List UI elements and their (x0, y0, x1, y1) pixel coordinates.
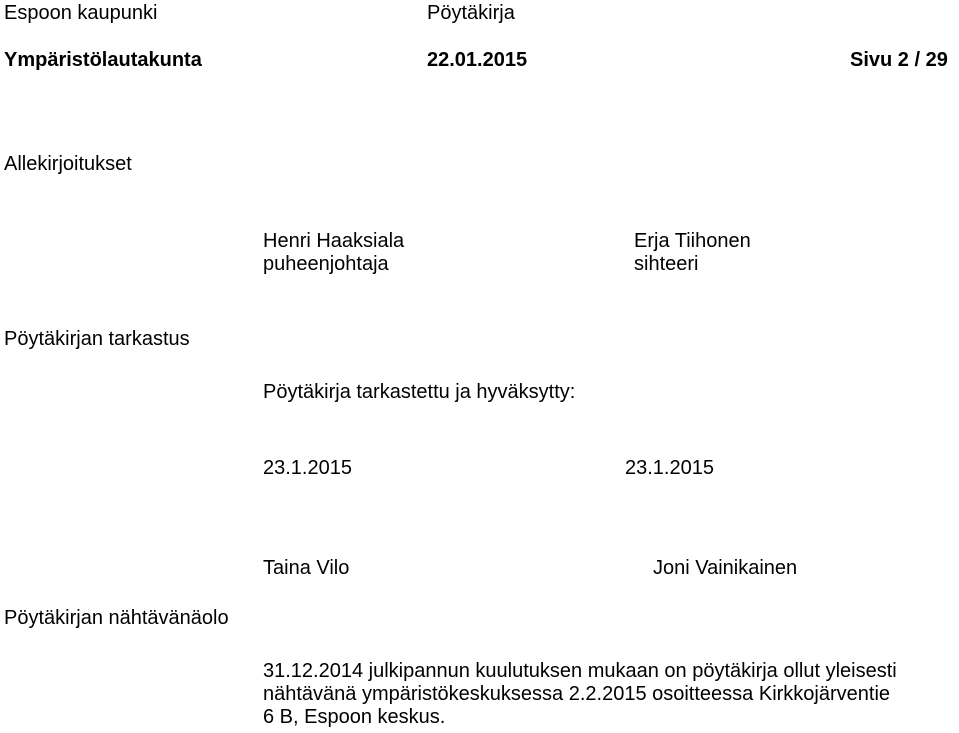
secretary-name: Erja Tiihonen (634, 230, 751, 252)
page-number: Sivu 2 / 29 (850, 49, 948, 71)
chair-role: puheenjohtaja (263, 253, 389, 275)
review-statement: Pöytäkirja tarkastettu ja hyväksytty: (263, 381, 576, 403)
committee-name: Ympäristölautakunta (4, 49, 202, 71)
signatures-heading: Allekirjoitukset (4, 153, 132, 175)
display-heading: Pöytäkirjan nähtävänäolo (4, 607, 229, 629)
reviewer2-date: 23.1.2015 (625, 457, 714, 479)
reviewer1-date: 23.1.2015 (263, 457, 352, 479)
meeting-date: 22.01.2015 (427, 49, 528, 71)
secretary-role: sihteeri (634, 253, 699, 275)
display-text-line-1: 31.12.2014 julkipannun kuulutuksen mukaan on pöytäkirja ollut yleisesti (263, 660, 897, 682)
organization-name: Espoon kaupunki (4, 2, 158, 24)
reviewer2-name: Joni Vainikainen (653, 557, 798, 579)
reviewer1-name: Taina Vilo (263, 557, 350, 579)
display-text-line-3: 6 B, Espoon keskus. (263, 706, 446, 728)
display-text-line-2: nähtävänä ympäristökeskuksessa 2.2.2015 osoitteessa Kirkkojärventie (263, 683, 891, 705)
document-type: Pöytäkirja (427, 2, 515, 24)
chair-name: Henri Haaksiala (263, 230, 405, 252)
review-heading: Pöytäkirjan tarkastus (4, 328, 190, 350)
